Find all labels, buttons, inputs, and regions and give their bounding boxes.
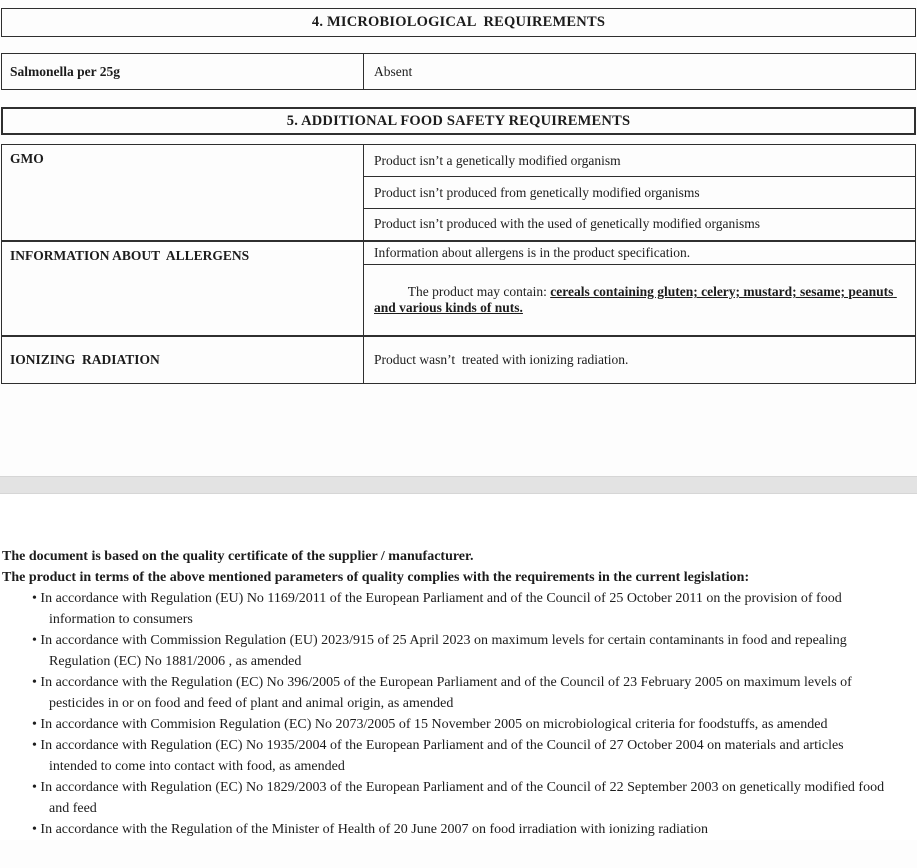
gmo-value-2: Product isn’t produced from genetically modified organisms <box>364 177 916 209</box>
spacer <box>0 494 917 546</box>
radiation-value: Product wasn’t treated with ionizing radiation. <box>364 336 916 383</box>
table-row <box>2 241 916 265</box>
section4-table <box>1 53 916 90</box>
section4-header-table <box>1 8 916 37</box>
spacer <box>1 37 916 53</box>
table-row <box>2 336 916 383</box>
spacer <box>0 384 917 476</box>
allergens-value-contain <box>364 265 916 337</box>
allergens-label: INFORMATION ABOUT ALLERGENS <box>2 241 364 337</box>
footer-intro-line-2: The product in terms of the above mentioned parameters of quality complies with the requirements in the current legislation: <box>2 569 750 585</box>
legislation-item <box>2 630 887 672</box>
legislation-item <box>2 588 887 630</box>
spacer <box>1 90 916 107</box>
bullet-icon: • <box>32 821 37 837</box>
legislation-item <box>2 777 887 819</box>
legislation-item <box>2 735 887 777</box>
legislation-block <box>0 546 917 840</box>
bullet-icon: • <box>32 590 37 606</box>
bullet-icon: • <box>32 716 37 732</box>
bullet-icon: • <box>32 779 37 795</box>
legislation-item <box>2 714 887 735</box>
salmonella-value: Absent <box>364 54 916 90</box>
page-break-band <box>0 476 917 494</box>
section5-title: 5. ADDITIONAL FOOD SAFETY REQUIREMENTS <box>2 108 915 134</box>
legislation-item <box>2 672 887 714</box>
radiation-label: IONIZING RADIATION <box>2 336 364 383</box>
legislation-text: In accordance with Regulation (EU) No 1169/2011 of the European Parliament and of the Council of 25 October 2011 on the provision of food information to consumers <box>40 590 842 627</box>
footer-intro-line-1: The document is based on the quality certificate of the supplier / manufacturer. <box>2 548 474 564</box>
allergens-contain-prefix: The product may contain: <box>407 284 551 299</box>
section5-header-table <box>1 107 916 135</box>
bullet-icon: • <box>32 737 37 753</box>
section5-table <box>1 144 916 384</box>
gmo-value-3: Product isn’t produced with the used of genetically modified organisms <box>364 209 916 241</box>
table-row <box>2 145 916 177</box>
bullet-icon: • <box>32 632 37 648</box>
legislation-text: In accordance with Regulation (EC) No 1935/2004 of the European Parliament and of the Council of 27 October 2004 on materials and articles intended to come into contact with food, as amended <box>40 737 844 774</box>
legislation-text: In accordance with Commission Regulation (EU) 2023/915 of 25 April 2023 on maximum levels for certain contaminants in food and repealing Regulation (EC) No 1881/2006 , as amended <box>40 632 847 669</box>
legislation-text: In accordance with Regulation (EC) No 1829/2003 of the European Parliament and of the Council of 22 September 2003 on genetically modified food and feed <box>40 779 885 816</box>
gmo-label: GMO <box>2 145 364 241</box>
gmo-value-1: Product isn’t a genetically modified organism <box>364 145 916 177</box>
legislation-text: In accordance with the Regulation (EC) No 396/2005 of the European Parliament and of the Council of 23 February 2005 on maximum levels of pesticides in or on food and feed of plant and animal origin, as amended <box>40 674 852 711</box>
specification-document <box>0 0 917 384</box>
section4-title: 4. MICROBIOLOGICAL REQUIREMENTS <box>2 9 916 37</box>
salmonella-label: Salmonella per 25g <box>2 54 364 90</box>
allergens-contain-emphasis: cereals containing gluten; celery; mustard; sesame; peanuts and various kinds of nuts. <box>374 284 897 315</box>
legislation-item <box>2 819 887 840</box>
legislation-text: In accordance with the Regulation of the Minister of Health of 20 June 2007 on food irradiation with ionizing radiation <box>40 821 708 837</box>
spacer <box>1 135 916 144</box>
bullet-icon: • <box>32 674 37 690</box>
allergens-value-spec: Information about allergens is in the product specification. <box>364 241 916 265</box>
table-row <box>2 54 916 90</box>
legislation-text: In accordance with Commision Regulation (EC) No 2073/2005 of 15 November 2005 on microbiological criteria for foodstuffs, as amended <box>40 716 828 732</box>
